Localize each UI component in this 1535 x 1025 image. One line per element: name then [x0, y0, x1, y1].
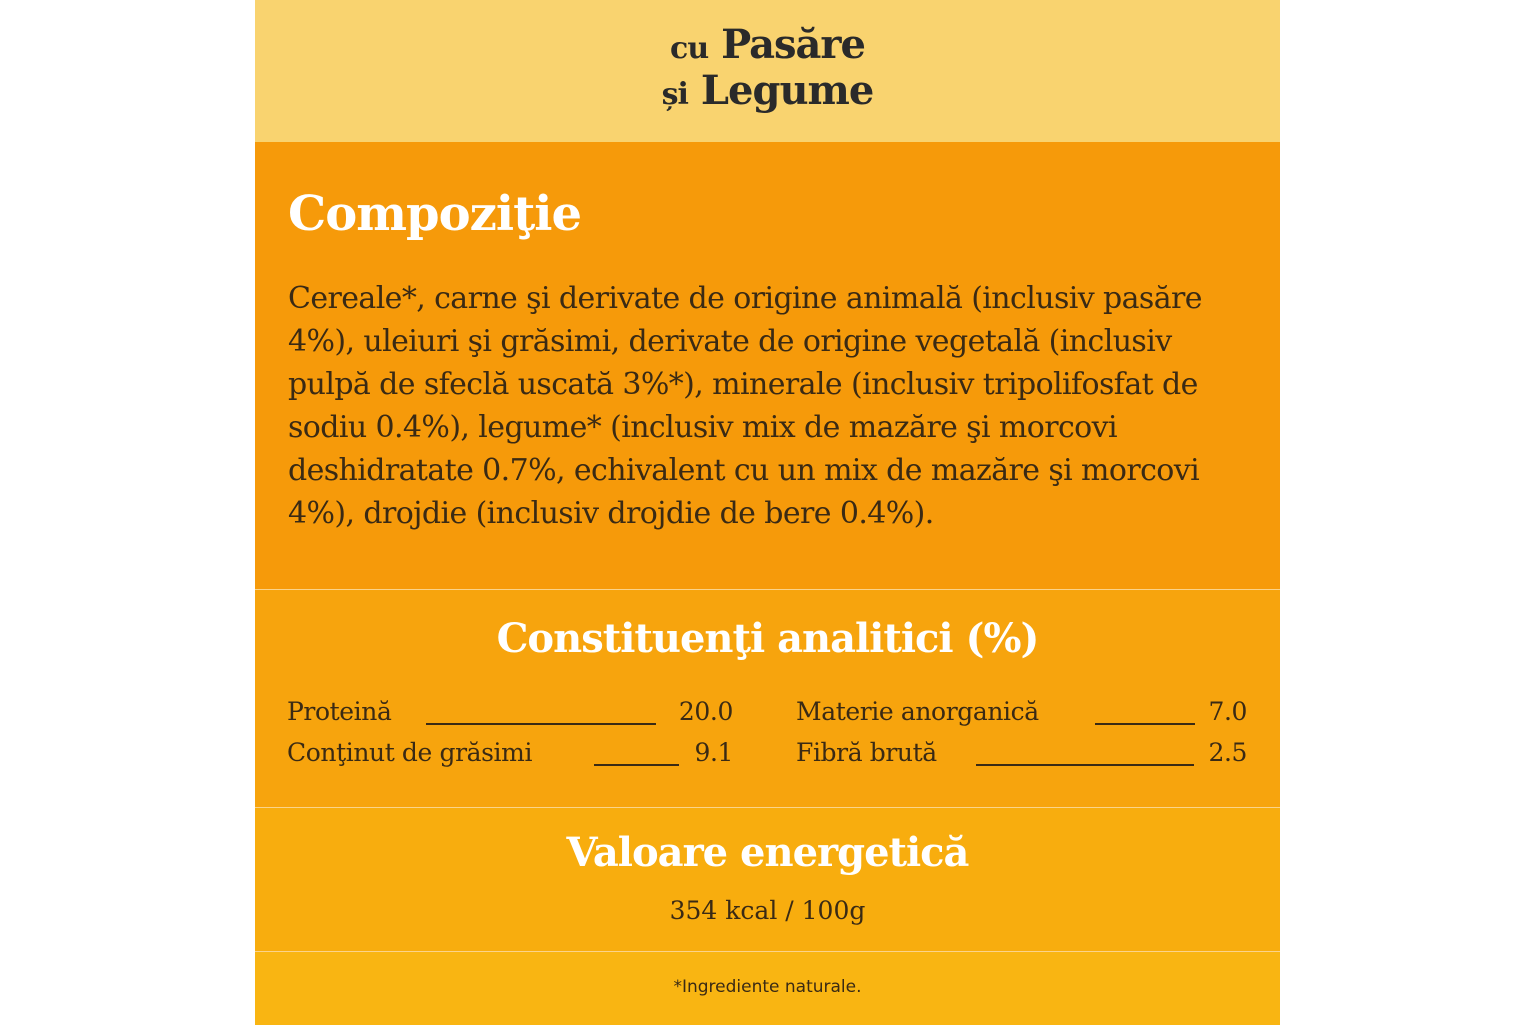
constituent-label: Fibră brută: [796, 738, 937, 767]
dotted-leader: [976, 764, 1194, 766]
header-prefix-1: cu: [670, 31, 709, 66]
energy-title: Valoare energetică: [566, 829, 969, 876]
constituent-row-protein: [287, 697, 733, 727]
constituent-label: Conţinut de grăsimi: [287, 738, 533, 767]
footnote-section: [255, 952, 1280, 1025]
product-header: [255, 0, 1280, 142]
header-prefix-2: și: [661, 77, 688, 112]
constituent-value: 9.1: [694, 738, 733, 767]
constituent-value: 7.0: [1208, 697, 1247, 726]
composition-section: [255, 142, 1280, 589]
constituent-label: Materie anorganică: [796, 697, 1039, 726]
constituent-row-ash: [796, 697, 1247, 727]
energy-value: 354 kcal / 100g: [669, 896, 866, 925]
header-word-2: Legume: [700, 67, 874, 114]
constituent-row-fat: [287, 738, 733, 768]
header-word-1: Pasăre: [721, 21, 865, 68]
constituent-row-fiber: [796, 738, 1247, 768]
constituents-section: [255, 590, 1280, 807]
composition-text: Cereale*, carne şi derivate de origine animală (inclusiv pasăre 4%), uleiuri şi grăsimi, derivate de origine vegetală (inclusiv pulpă de sfeclă uscată 3%*), minerale (inclusiv tripolifosfat de sodiu 0.4%), legume* (inclusiv mix de mazăre şi morcovi deshidratate 0.7%, echivalent cu un mix de mazăre şi morcovi 4%), drojdie (inclusiv drojdie de bere 0.4%).: [288, 281, 1202, 531]
footnote-text: *Ingrediente naturale.: [673, 977, 862, 997]
product-info-panel: [255, 0, 1280, 1025]
dotted-leader: [1095, 723, 1195, 725]
constituent-label: Proteină: [287, 697, 392, 726]
energy-section: [255, 808, 1280, 951]
constituents-title: Constituenţi analitici (%): [496, 615, 1039, 662]
constituent-value: 2.5: [1208, 738, 1247, 767]
composition-title: Compoziţie: [288, 186, 582, 242]
dotted-leader: [594, 764, 679, 766]
dotted-leader: [426, 723, 656, 725]
constituent-value: 20.0: [678, 697, 733, 726]
